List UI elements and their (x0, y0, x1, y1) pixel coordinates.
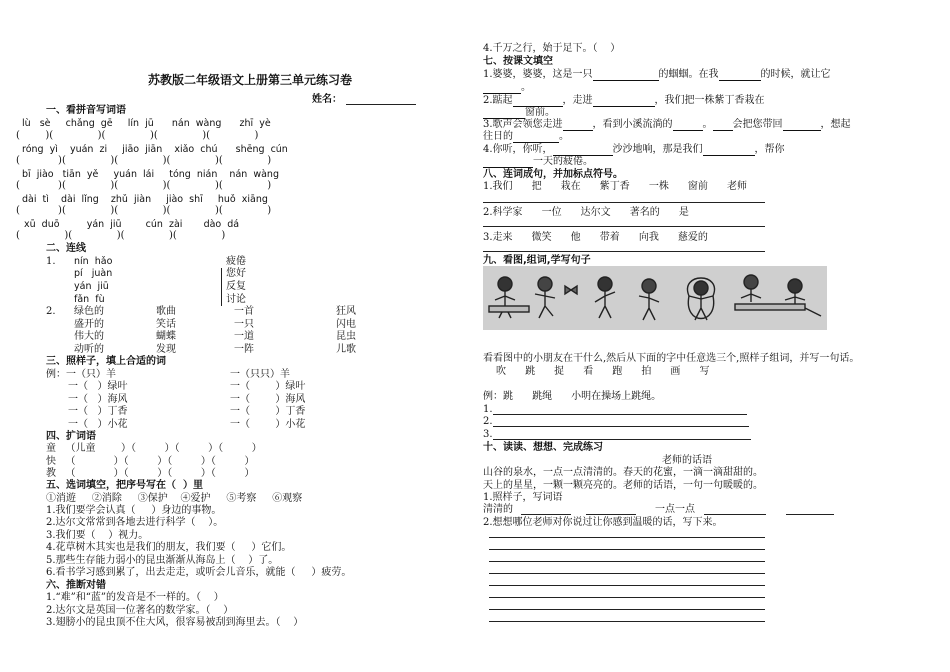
s7-q3-text-b: ，看到小溪流淌的 (592, 119, 673, 130)
s4-row-1[interactable]: 童 （儿童 ）（ ）（ ）（ ） (46, 443, 262, 454)
s3-b-1[interactable]: 一（ ）绿叶 (230, 381, 306, 392)
s10-q1-word-1: 清清的 (483, 504, 513, 515)
s3-example-2: 一（只只）羊 (230, 369, 290, 380)
s5-item-6[interactable]: 6.看书学习感到累了，出去走走，或听会儿音乐，就能（ ）疲劳。 (46, 567, 352, 578)
s7-q3-cont[interactable] (483, 131, 569, 143)
s9-prompt: 看看图中的小朋友在干什么,然后从下面的字中任意选三个,照样子组词，并写一句话。 (483, 353, 860, 364)
s7-q1-text-c: 的时候，就让它 (760, 69, 831, 80)
s2-pinyin-1: nín hǎo (74, 256, 113, 267)
s2-c3-4: 一阵 (234, 344, 254, 355)
s3-a-1[interactable]: 一（ ）绿叶 (68, 381, 128, 392)
s9-heading: 九、看图,组词,学写句子 (483, 255, 591, 266)
s7-q2-cont[interactable] (483, 107, 555, 119)
s10-q1-blank-2[interactable] (586, 514, 636, 515)
s3-a-2[interactable]: 一（ ）海风 (68, 394, 128, 405)
s10-q1-blank-3[interactable] (704, 514, 766, 515)
s2-num-2: 2. (46, 306, 56, 317)
s10-write-line-8[interactable] (489, 621, 765, 622)
s10-q1-blank-1[interactable] (521, 514, 571, 515)
s5-options: ①消遊 ②消除 ③保护 ④爱护 ⑤考察 ⑥观察 (46, 493, 303, 504)
s9-answer-line-3[interactable] (493, 439, 751, 440)
s1-pinyin-3: bī jiào tiān yě yuán lái tóng nián nán wàng (22, 169, 279, 180)
s4-row-2[interactable]: 快 （ ）（ ）（ ）（ ） (46, 456, 255, 467)
name-label: 姓名： (312, 94, 342, 105)
s10-write-line-3[interactable] (489, 561, 765, 562)
s7-q3[interactable] (483, 119, 851, 131)
s2-word-2: 您好 (226, 268, 246, 279)
s2-c2-1: 歌曲 (156, 306, 176, 317)
s6-item-1[interactable]: 1.“难”和“蓝”的发音是不一样的。（ ） (46, 592, 224, 603)
s2-word-4: 讨论 (226, 294, 246, 305)
s1-pinyin-2: róng yì yuán zi jiāo jiān xiǎo chú shēng cún (22, 144, 288, 155)
s2-c1-4: 动听的 (74, 344, 104, 355)
s7-q3-text-g: 。 (559, 131, 569, 142)
s2-pinyin-2: pí juàn (74, 268, 113, 279)
s5-item-3[interactable]: 3.我们要（ ）视力。 (46, 530, 149, 541)
s1-brackets-4[interactable]: ( )( )( )( )( ) (16, 205, 272, 216)
s3-a-3[interactable]: 一（ ）丁香 (68, 406, 128, 417)
s7-q1-text-d: 。 (521, 82, 531, 93)
s6-item-3[interactable]: 3.翅膀小的昆虫顶不住大风，很容易被刮到海里去。（ ） (46, 617, 304, 628)
s7-q4-text-b: 沙沙地响，那是我们 (612, 144, 703, 155)
s10-write-line-1[interactable] (489, 537, 765, 538)
s2-c2-3: 蝴蝶 (156, 331, 176, 342)
s7-q2-text-b: ，走进 (562, 95, 593, 106)
s1-pinyin-5: xū duō yán jiū cún zài dào dá (24, 219, 240, 230)
s10-q1-blank-4[interactable] (786, 514, 834, 515)
s6-item-4[interactable]: 4.千万之行，始于足下。（ ） (483, 43, 621, 54)
s9-answer-line-1[interactable] (493, 414, 747, 415)
s10-write-line-7[interactable] (489, 609, 765, 610)
s10-poem-title: 老师的话语 (662, 455, 712, 466)
s7-q4-text-d: 一天的疲倦。 (533, 156, 593, 167)
s1-pinyin-1: lù sè chǎng gē lín jū nán wàng zhī yè (22, 118, 271, 129)
s6-item-2[interactable]: 2.达尔文是英国一位著名的数学家。（ ） (46, 605, 234, 616)
s8-item-3: 3.走来 微笑 他 带着 向我 慈爱的 (483, 232, 708, 243)
s10-write-line-4[interactable] (489, 573, 765, 574)
s2-c2-4: 发现 (156, 344, 176, 355)
s1-brackets-1[interactable]: ( )( )( )( )( ) (16, 130, 259, 141)
s2-c4-1: 狂风 (336, 306, 356, 317)
s7-q4-cont[interactable] (483, 156, 593, 168)
s9-answer-line-2[interactable] (493, 426, 749, 427)
s7-q1-text-b: 的蝈蝈。在我 (658, 69, 719, 80)
s8-answer-line-3[interactable] (483, 251, 765, 252)
s5-heading: 五、选词填空，把序号写在（ ）里 (46, 480, 203, 491)
s7-q3-text-c: 。 (702, 119, 713, 130)
s8-answer-line-2[interactable] (483, 226, 765, 227)
s6-heading: 六、推断对错 (46, 580, 106, 591)
s2-c4-3: 昆虫 (336, 331, 356, 342)
s1-brackets-3[interactable]: ( )( )( )( )( ) (16, 180, 272, 191)
s2-c1-2: 盛开的 (74, 319, 104, 330)
s7-q2-text-a: 2.踮起 (483, 95, 513, 106)
s2-c4-4: 儿歌 (336, 344, 356, 355)
s7-q3-text-f: 往日的 (483, 131, 513, 142)
s10-poem-line-2: 天上的星星，一颗一颗亮亮的。老师的话语，一句一句暖暖的。 (483, 480, 763, 491)
s10-heading: 十、读读、想想、完成练习 (483, 442, 603, 453)
s7-q3-text-a: 3.歌声会领您走进 (483, 119, 563, 130)
page-title: 苏教版二年级语文上册第三单元练习卷 (148, 73, 353, 87)
s8-heading: 八、连词成句，并加标点符号。 (483, 169, 623, 180)
s2-word-1: 疲倦 (226, 256, 246, 267)
s7-q3-text-d: 会把您带回 (732, 119, 783, 130)
s7-heading: 七、按课文填空 (483, 56, 553, 67)
s3-heading: 三、照样子，填上合适的词 (46, 356, 166, 367)
s10-write-line-2[interactable] (489, 549, 765, 550)
s3-b-4[interactable]: 一（ ）小花 (230, 419, 306, 430)
s3-b-2[interactable]: 一（ ）海风 (230, 394, 306, 405)
s4-row-3[interactable]: 教 （ ）（ ）（ ）（ ） (46, 468, 255, 479)
s8-item-1: 1.我们 把 栽在 紫丁香 一株 窗前 老师 (483, 181, 747, 192)
children-playing-picture (483, 266, 827, 330)
s5-item-2[interactable]: 2.达尔文常常到各地去进行科学（ ）。 (46, 517, 224, 528)
s7-q2[interactable] (483, 95, 765, 107)
s10-q2: 2.想想哪位老师对你说过让你感到温暖的话，写下来。 (483, 517, 723, 528)
s7-q2-text-c: ，我们把一株紫丁香栽在 (654, 95, 765, 106)
s5-item-5[interactable]: 5.那些生存能力弱小的昆虫渐渐从海岛上（ ）了。 (46, 555, 279, 566)
s2-word-3: 反复 (226, 281, 246, 292)
name-blank[interactable] (346, 104, 416, 105)
s7-q4[interactable] (483, 144, 785, 156)
s10-write-line-6[interactable] (489, 597, 765, 598)
s9-num-3: 3. (483, 429, 493, 440)
s9-num-2: 2. (483, 416, 493, 427)
s7-q1-text-a: 1.婆婆，婆婆，这是一只 (483, 69, 593, 80)
s2-c4-2: 闪电 (336, 319, 356, 330)
s10-q1: 1.照样子，写词语 (483, 492, 563, 503)
s7-q3-text-e: ，想起 (820, 119, 851, 130)
s10-write-line-5[interactable] (489, 585, 765, 586)
s9-num-1: 1. (483, 404, 493, 415)
s2-c3-1: 一首 (234, 306, 254, 317)
s3-example-1: 例：一（只）羊 (46, 369, 116, 380)
s2-c1-3: 伟大的 (74, 331, 104, 342)
s7-q4-text-c: ，帮你 (754, 144, 785, 155)
s10-poem-line-1: 山谷的泉水，一点一点清清的。春天的花蜜，一滴一滴甜甜的。 (483, 467, 763, 478)
s10-q1-word-2: 一点一点 (655, 504, 695, 515)
s7-q2-text-d: 窗前。 (525, 107, 555, 118)
s3-b-3[interactable]: 一（ ）丁香 (230, 406, 306, 417)
s1-heading: 一、看拼音写词语 (46, 105, 126, 116)
s2-c2-2: 笑话 (156, 319, 176, 330)
s2-num-1: 1. (46, 256, 56, 267)
s2-pinyin-3: yán jiū (74, 281, 109, 292)
s7-q1[interactable] (483, 69, 831, 81)
s2-divider (221, 268, 222, 306)
s2-pinyin-4: fǎn fù (74, 294, 105, 305)
s1-pinyin-4: dài tì dài lǐng zhǔ jiàn jiào shī huǒ xiāng (22, 194, 268, 205)
s2-heading: 二、连线 (46, 243, 86, 254)
s3-a-4[interactable]: 一（ ）小花 (68, 419, 128, 430)
s9-example: 例：跳 跳绳 小明在操场上跳绳。 (483, 391, 662, 402)
s5-item-4[interactable]: 4.花草树木其实也是我们的朋友，我们要（ ）它们。 (46, 542, 292, 553)
s5-item-1[interactable]: 1.我们要学会认真（ ）身边的事物。 (46, 505, 222, 516)
s2-c3-3: 一道 (234, 331, 254, 342)
s1-brackets-2[interactable]: ( )( )( )( )( ) (16, 155, 272, 166)
s8-item-2: 2.科学家 一位 达尔文 著名的 是 (483, 207, 689, 218)
s7-q4-text-a: 4.你听，你听， (483, 144, 553, 155)
s4-heading: 四、扩词语 (46, 431, 96, 442)
s9-chars: 吹 跳 捉 看 跑 拍 画 写 (496, 366, 710, 377)
s2-c3-2: 一只 (234, 319, 254, 330)
s7-q1-cont[interactable] (483, 82, 531, 94)
children-playing-illustration (483, 266, 827, 330)
s1-brackets-5[interactable]: ( )( )( )( ) (16, 230, 226, 241)
s2-c1-1: 绿色的 (74, 306, 104, 317)
s8-answer-line-1[interactable] (483, 202, 765, 203)
